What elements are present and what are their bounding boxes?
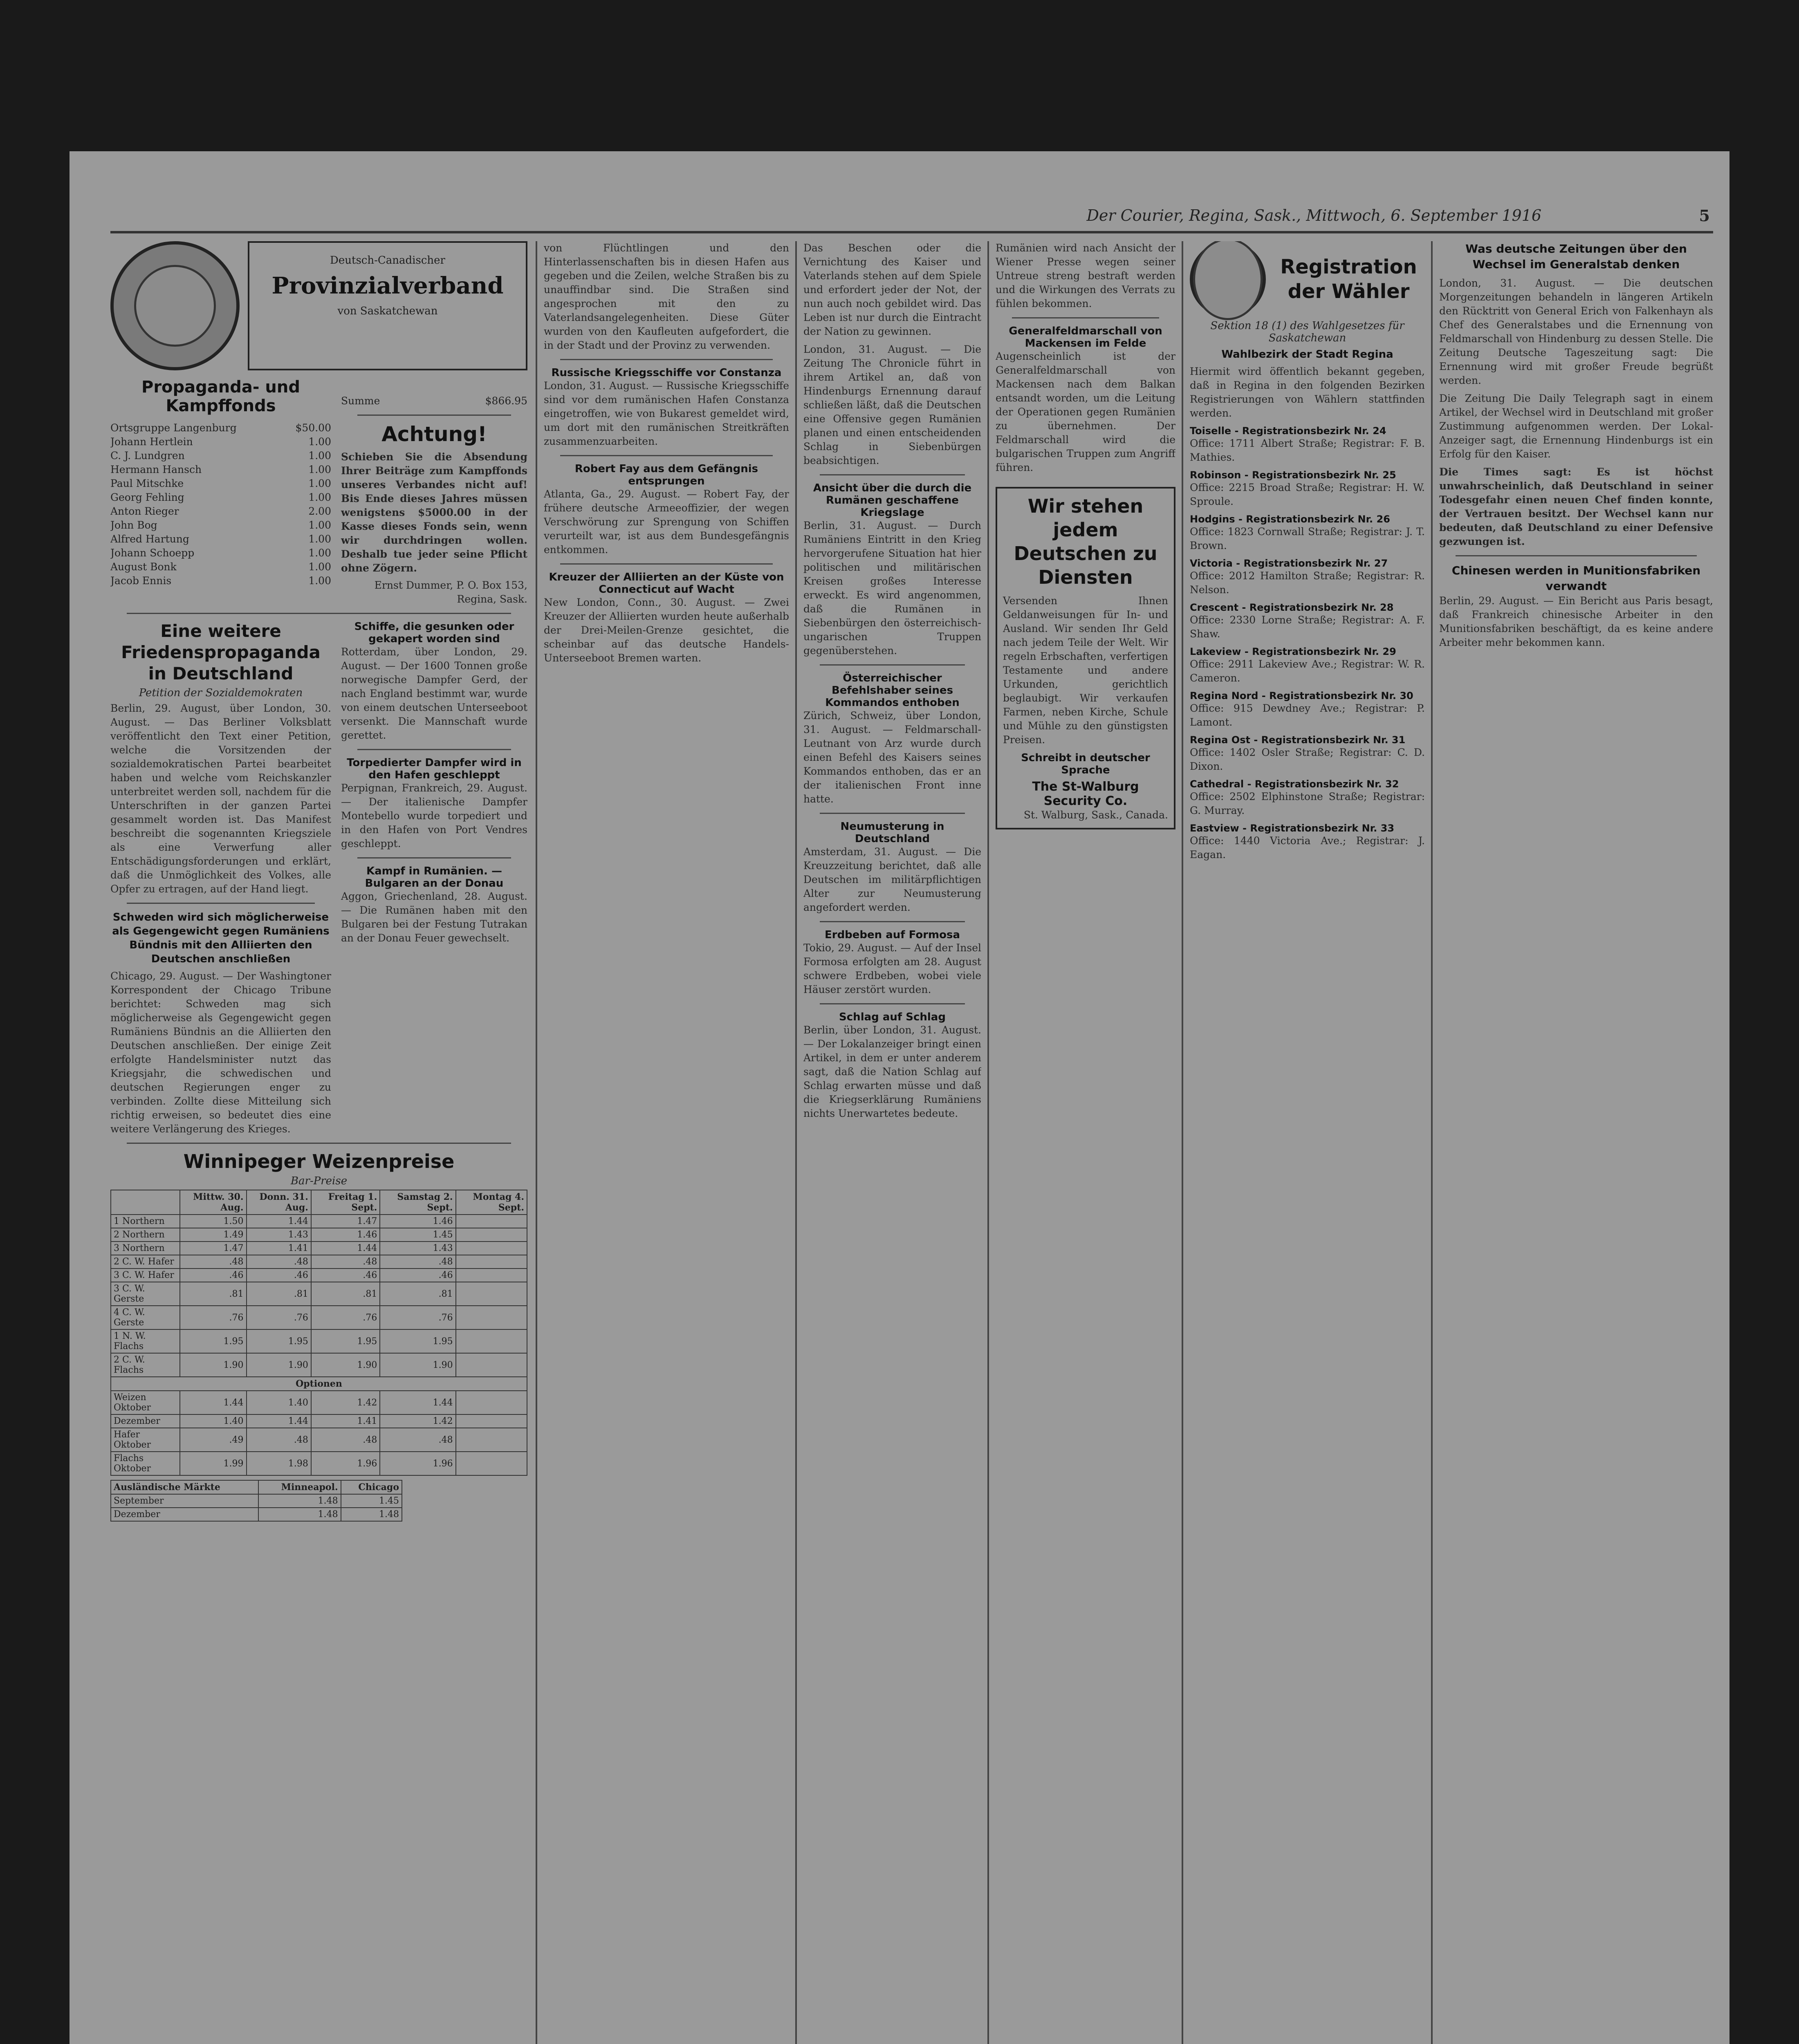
ad-text: Versenden Ihnen Geldanweisungen für In- und Ausland. Wir senden Ihr Geld nach jedem Teile der Welt. Wir regeln Erbschaften, verfertigen Testamente und andere Urkunden, gerichtlich beglaubigt. Wir verkaufen Farmen, neben Kirche, Schule und Mühle zu den günstigsten Preisen. <box>1003 595 1168 746</box>
col2-head-3: Robert Fay aus dem Gefängnis entsprungen <box>574 463 758 487</box>
table-row: Dezember 1.40 1.44 1.41 1.42 <box>111 1414 527 1428</box>
hindenburg-text-1: London, 31. August. — Die deutschen Morgenzeitungen behandeln in längeren Artikeln den Rücktritt von General Erich von Falkenhayn als Chef des Generalstabes und die Ernennung von Feldmarschall von Hindenburg zu dessen Stelle. Die Zeitung Deutsche Tageszeitung sagt: Die Ernennung wird mit großer Freude begrüßt werden. <box>1439 277 1713 386</box>
table-row: Flachs Oktober 1.99 1.98 1.96 1.96 <box>111 1452 527 1475</box>
donor-row: Anton Rieger 2.00 <box>110 505 331 517</box>
district-heading: Cathedral - Registrationsbezirk Nr. 32 <box>1190 778 1399 790</box>
verband-box <box>248 241 527 370</box>
registration-header <box>1190 241 1425 317</box>
verband-region: von Saskatchewan <box>337 305 438 317</box>
district-heading: Robinson - Registrationsbezirk Nr. 25 <box>1190 469 1396 481</box>
table-row: 2 C. W. Flachs 1.90 1.90 1.90 1.90 <box>111 1353 527 1377</box>
col3-head-4: Erdbeben auf Formosa <box>824 929 960 941</box>
donor-row: C. J. Lundgren 1.00 <box>110 450 331 462</box>
table-row: September 1.48 1.45 <box>111 1494 402 1508</box>
col2-head-1: Schiffe, die gesunken oder gekapert worden sind <box>354 621 514 645</box>
col3-text-3: Berlin, 31. August. — Durch Rumäniens Eintritt in den Krieg hervorgerufene Situation hat hier politischen und militärischen Kreisen großes Interesse erweckt. Es wird angenommen, daß die Rumänen in Siebenbürgen den österreichisch-ungarischen Truppen gegenüberstehen. <box>803 520 981 657</box>
district-text: Office: 2330 Lorne Straße; Registrar: A. F. Shaw. <box>1190 614 1425 640</box>
district-text: Office: 915 Dewdney Ave.; Registrar: P. Lamont. <box>1190 702 1425 728</box>
chinesen-text: Berlin, 29. August. — Ein Bericht aus Paris besagt, daß Frankreich chinesische Arbeiter in den Munitionsfabriken beschäftigt, da es keine andere Arbeiter mehr bekommen kann. <box>1439 595 1713 648</box>
verband-seal <box>110 241 240 370</box>
weizen-heading: Winnipeger Weizenpreise <box>183 1150 455 1172</box>
table-row: 2 Northern 1.49 1.43 1.46 1.45 <box>111 1228 527 1242</box>
achtung-text: Schieben Sie die Absendung Ihrer Beiträge zum Kampffonds unseres Verbandes nicht auf! Bis Ende dieses Jahres müssen wenigstens $5000.00 in der Kasse dieses Fonds sein, wenn wir durchdringen wollen. Deshalb tue jeder seine Pflicht ohne Zögern. <box>341 451 527 574</box>
col3-text-6: Tokio, 29. August. — Auf der Insel Formosa erfolgten am 28. August schwere Erdbeben, wobei viele Häuser zerstört wurden. <box>803 942 981 995</box>
weizen-section <box>110 1150 527 1522</box>
ad-company: The St-Walburg Security Co. <box>1032 780 1139 808</box>
table-row: 2 C. W. Hafer .48 .48 .48 .48 <box>111 1255 527 1269</box>
ausland-table <box>110 1480 402 1522</box>
chinesen-heading: Chinesen werden in Munitionsfabriken verwandt <box>1451 564 1701 593</box>
district-text: Office: 1440 Victoria Ave.; Registrar: J. Eagan. <box>1190 835 1425 861</box>
ausland-header-row: Ausländische Märkte Minneapol. Chicago <box>111 1480 402 1494</box>
table-row: 3 Northern 1.47 1.41 1.44 1.43 <box>111 1242 527 1255</box>
district-heading: Victoria - Registrationsbezirk Nr. 27 <box>1190 558 1388 569</box>
district-text: Office: 1711 Albert Straße; Registrar: F. B. Mathies. <box>1190 437 1425 463</box>
column-1 <box>110 241 527 2044</box>
col3-head-5: Schlag auf Schlag <box>839 1011 946 1023</box>
st-walburg-ad <box>996 487 1175 829</box>
donor-row: Alfred Hartung 1.00 <box>110 533 331 545</box>
col2-head-2: Russische Kriegsschiffe vor Constanza <box>551 367 782 379</box>
donor-row: Johann Hertlein 1.00 <box>110 436 331 448</box>
column-3 <box>803 241 981 2044</box>
col3-head-2: Österreichischer Befehlshaber seines Kommandos enthoben <box>825 672 960 709</box>
page-number: 5 <box>1699 206 1710 225</box>
newspaper-page <box>70 151 1729 2044</box>
column-rule <box>987 241 989 2044</box>
district-text: Office: 2012 Hamilton Straße; Registrar: R. Nelson. <box>1190 570 1425 596</box>
col2-text-2: London, 31. August. — Russische Kriegsschiffe sind vor dem rumänischen Hafen Constanza eingetroffen, wie von Bukarest gemeldet wird, um dort mit den rumänischen Streitkräften zusammenzuarbeiten. <box>544 380 789 447</box>
donor-row: Jacob Ennis 1.00 <box>110 575 331 587</box>
district-heading: Regina Nord - Registrationsbezirk Nr. 30 <box>1190 690 1413 702</box>
district-heading: Hodgins - Registrationsbezirk Nr. 26 <box>1190 513 1390 525</box>
friedens-section <box>110 621 331 1136</box>
col3-text-4: Zürich, Schweiz, über London, 31. August. — Feldmarschall-Leutnant von Arz wurde durch einen Befehl des Kaisers seines Kommandos enthoben, das er an der italienischen Front inne hatte. <box>803 710 981 805</box>
hindenburg-heading: Was deutsche Zeitungen über den Wechsel im Generalstab denken <box>1465 242 1687 271</box>
weizen-subhead: Bar-Preise <box>290 1175 348 1187</box>
table-row: Hafer Oktober .49 .48 .48 .48 <box>111 1428 527 1452</box>
col2-text-1: von Flüchtlingen und den Hinterlassenschaften bis in diesen Hafen aus gegeben und die Zeilen, welche Straßen bis zu unauffindbar sind. Die Straßen sind angesprochen mit den zu Vaterlandsangelegenheiten. Diese Güter wurden von den Kaufleuten aufgefordert, die in der Stadt und der Provinz zu verwenden. <box>544 242 789 351</box>
district-text: Office: 1823 Cornwall Straße; Registrar: J. T. Brown. <box>1190 526 1425 551</box>
col2-text-4: New London, Conn., 30. August. — Zwei Kreuzer der Alliierten wurden heute außerhalb der Drei-Meilen-Grenze gesichtet, die scheinbar auf das deutsche Handels-Unterseeboot Bremen warten. <box>544 596 789 664</box>
donor-row: Hermann Hansch 1.00 <box>110 464 331 475</box>
schweden-heading: Schweden wird sich möglicherweise als Gegengewicht gegen Rumäniens Bündnis mit den Alliierten den Deutschen anschließen <box>112 911 330 965</box>
weizen-header-row: Mittw. 30. Aug. Donn. 31. Aug. Freitag 1. Sept. Samstag 2. Sept. Montag 4. Sept. <box>111 1190 527 1215</box>
masthead <box>110 202 1713 233</box>
col4-text-1: Rumänien wird nach Ansicht der Wiener Presse wegen seiner Untreue streng bestraft werden und die Wirkungen des Verrats zu fühlen bekommen. <box>996 242 1175 309</box>
column-4 <box>996 241 1175 2044</box>
registration-seal <box>1190 241 1266 317</box>
verband-name: Provinzialverband <box>271 272 504 299</box>
verband-header <box>110 241 527 370</box>
verband-kicker: Deutsch-Canadischer <box>330 254 445 267</box>
col3-text-1: Das Beschen oder die Vernichtung des Kaiser und Vaterlands stehen auf dem Spiele und erfordert jeder der Not, der nun auch noch gebildet wird. Das Leben ist nur durch die Eintracht der Nation zu gewinnen. <box>803 242 981 337</box>
col3-text-7: Berlin, über London, 31. August. — Der Lokalanzeiger bringt einen Artikel, in dem er unter anderem sagt, daß die Nation Schlag auf Schlag erwarten müsse und daß die Kriegserklärung Rumäniens nichts Unerwartetes bedeute. <box>803 1024 981 1119</box>
col2-text-5: Rotterdam, über London, 29. August. — Der 1600 Tonnen große norwegische Dampfer Gerd, der nach England bestimmt war, wurde von einem deutschen Unterseeboot versenkt. Die Mannschaft wurde gerettet. <box>341 646 527 741</box>
donor-row: Georg Fehling 1.00 <box>110 491 331 503</box>
column-rule <box>795 241 797 2044</box>
registration-heading: Registration der Wähler <box>1280 256 1417 303</box>
col3-text-2: London, 31. August. — Die Zeitung The Chronicle führt in ihrem Artikel an, daß von Hindenburgs Ernennung darauf schließen läßt, daß die Deutschen eine Offensive gegen Rumänien planen und einen entscheidenden Schlag in Siebenbürgen beabsichtigen. <box>803 343 981 466</box>
donor-row: Ortsgruppe Langenburg $50.00 <box>110 422 331 434</box>
donor-row: John Bog 1.00 <box>110 519 331 531</box>
ad-sub: Schreibt in deutscher Sprache <box>1021 752 1150 776</box>
district-heading: Regina Ost - Registrationsbezirk Nr. 31 <box>1190 734 1406 746</box>
achtung-sign: Ernst Dummer, P. O. Box 153, Regina, Sask. <box>374 579 527 605</box>
col2-text-7: Aggon, Griechenland, 28. August. — Die Rumänen haben mit den Bulgaren bei der Festung Tutrakan an der Donau Feuer gewechselt. <box>341 890 527 944</box>
fund-section <box>110 378 331 606</box>
fund-total: Summe $866.95 <box>341 395 527 407</box>
district-heading: Toiselle - Registrationsbezirk Nr. 24 <box>1190 425 1386 437</box>
table-row: Dezember 1.48 1.48 <box>111 1508 402 1521</box>
col2-text-3: Atlanta, Ga., 29. August. — Robert Fay, der frühere deutsche Armeeoffizier, der wegen Verschwörung zur Sprengung von Schiffen verurteilt war, ist aus dem Bundesgefängnis entkommen. <box>544 488 789 556</box>
district-text: Office: 1402 Osler Straße; Registrar: C. D. Dixon. <box>1190 746 1425 772</box>
donor-row: August Bonk 1.00 <box>110 561 331 573</box>
column-rule <box>1182 241 1183 2044</box>
friedens-subhead: Petition der Sozialdemokraten <box>139 687 303 699</box>
table-row: 3 C. W. Gerste .81 .81 .81 .81 <box>111 1282 527 1306</box>
masthead-title: Der Courier, Regina, Sask., Mittwoch, 6. September 1916 <box>1086 206 1541 224</box>
table-row: Weizen Oktober 1.44 1.40 1.42 1.44 <box>111 1391 527 1414</box>
col3-head-1: Ansicht über die durch die Rumänen geschaffene Kriegslage <box>813 482 972 519</box>
ad-address: St. Walburg, Sask., Canada. <box>1023 809 1168 821</box>
donor-row: Paul Mitschke 1.00 <box>110 477 331 489</box>
hindenburg-text-3: Die Times sagt: Es ist höchst unwahrscheinlich, daß Deutschland in seiner Todesgefahr einen neuen Chef finden konnte, der Vertrauen besitzt. Der Wechsel kann nur bedeuten, daß Deutschland zu einer Defensive gezwungen ist. <box>1439 466 1713 547</box>
column-rule <box>1431 241 1433 2044</box>
column-2 <box>544 241 789 2044</box>
table-row: 1 N. W. Flachs 1.95 1.95 1.95 1.95 <box>111 1329 527 1353</box>
fund-donor-list <box>110 421 331 588</box>
column-rule <box>536 241 537 2044</box>
table-row: 4 C. W. Gerste .76 .76 .76 .76 <box>111 1306 527 1329</box>
col3-head-3: Neumusterung in Deutschland <box>840 820 944 845</box>
registration-intro: Wahlbezirk der Stadt Regina <box>1221 348 1393 361</box>
col4-head-1: Generalfeldmarschall von Mackensen im Felde <box>1009 325 1162 350</box>
table-row: 1 Northern 1.50 1.44 1.47 1.46 <box>111 1215 527 1228</box>
fund-heading: Propaganda- und Kampffonds <box>141 378 300 415</box>
district-text: Office: 2215 Broad Straße; Registrar: H. W. Sproule. <box>1190 482 1425 507</box>
friedens-text: Berlin, 29. August, über London, 30. August. — Das Berliner Volksblatt veröffentlicht den Text einer Petition, welche die Vorsitzenden der sozialdemokratischen Partei bearbeitet haben und welche vom Reichskanzler unterbreitet werden soll, nachdem für die Unterschriften in der ganzen Partei gesammelt worden ist. Das Manifest beschreibt die sogenannten Kriegsziele als eine Verwerfung aller Entschädigungsforderungen und erklärt, daß die Unmöglichkeit des Volkes, alle Opfer zu ertragen, auf der Hand liegt. <box>110 702 331 895</box>
col2-text-6: Perpignan, Frankreich, 29. August. — Der italienische Dampfer Montebello wurde torpediert und in den Hafen von Port Vendres geschleppt. <box>341 782 527 849</box>
col2-head-5: Torpedierter Dampfer wird in den Hafen geschleppt <box>347 757 522 781</box>
optionen-label-row: Optionen <box>111 1377 527 1391</box>
col2-head-4: Kreuzer der Alliierten an der Küste von Connecticut auf Wacht <box>549 571 784 596</box>
col3-text-5: Amsterdam, 31. August. — Die Kreuzzeitung berichtet, daß alle Deutschen im militärpflichtigen Alter zur Neumusterung angefordert werden. <box>803 846 981 913</box>
friedens-heading: Eine weitere Friedenspropaganda in Deutschland <box>121 621 321 684</box>
col2-head-6: Kampf in Rumänien. — Bulgaren an der Donau <box>365 865 504 890</box>
donor-row: Johann Schoepp 1.00 <box>110 547 331 559</box>
hindenburg-text-2: Die Zeitung Die Daily Telegraph sagt in einem Artikel, der Wechsel wird in Deutschland mit großer Zustimmung aufgenommen werden. Der Lokal-Anzeiger sagt, die Ernennung Hindenburgs ist ein Erfolg für den Kaiser. <box>1439 392 1713 460</box>
district-heading: Crescent - Registrationsbezirk Nr. 28 <box>1190 602 1394 613</box>
district-heading: Eastview - Registrationsbezirk Nr. 33 <box>1190 823 1395 834</box>
achtung-heading: Achtung! <box>381 422 487 446</box>
column-5 <box>1190 241 1425 2044</box>
col4-text-2: Augenscheinlich ist der Generalfeldmarschall von Mackensen nach dem Balkan entsandt worden, um die Leitung der Operationen gegen Rumänien zu übernehmen. Der Feldmarschall wird die bulgarischen Truppen zum Angriff führen. <box>996 350 1175 473</box>
schweden-text: Chicago, 29. August. — Der Washingtoner Korrespondent der Chicago Tribune berichtet: Schweden mag sich möglicherweise als Gegengewicht gegen Rumäniens Bündnis an die Alliierten den Deutschen anschließen. Der einige Zeit erfolgte Handelsminister nutzt das Kriegsjahr, die schwedischen und deutschen Regierungen enger zu verbinden. Zollte diese Mitteilung sich richtig erweisen, so bedeutet dies eine weitere Verlängerung des Krieges. <box>110 970 331 1135</box>
registration-sub: Sektion 18 (1) des Wahlgesetzes für Saskatchewan <box>1210 320 1404 344</box>
table-row: 3 C. W. Hafer .46 .46 .46 .46 <box>111 1269 527 1282</box>
achtung-section <box>341 378 527 606</box>
column-1b <box>341 621 527 1136</box>
registration-notice: Hiermit wird öffentlich bekannt gegeben, daß in Regina in den folgenden Bezirken Registrierungen von Wählern stattfinden werden. <box>1190 365 1425 419</box>
district-heading: Lakeview - Registrationsbezirk Nr. 29 <box>1190 646 1396 657</box>
column-6 <box>1439 241 1713 2044</box>
district-text: Office: 2502 Elphinstone Straße; Registrar: G. Murray. <box>1190 791 1425 816</box>
ad-heading: Wir stehen jedem Deutschen zu Diensten <box>1014 495 1157 588</box>
district-text: Office: 2911 Lakeview Ave.; Registrar: W. R. Cameron. <box>1190 658 1425 684</box>
weizen-table <box>110 1190 527 1476</box>
